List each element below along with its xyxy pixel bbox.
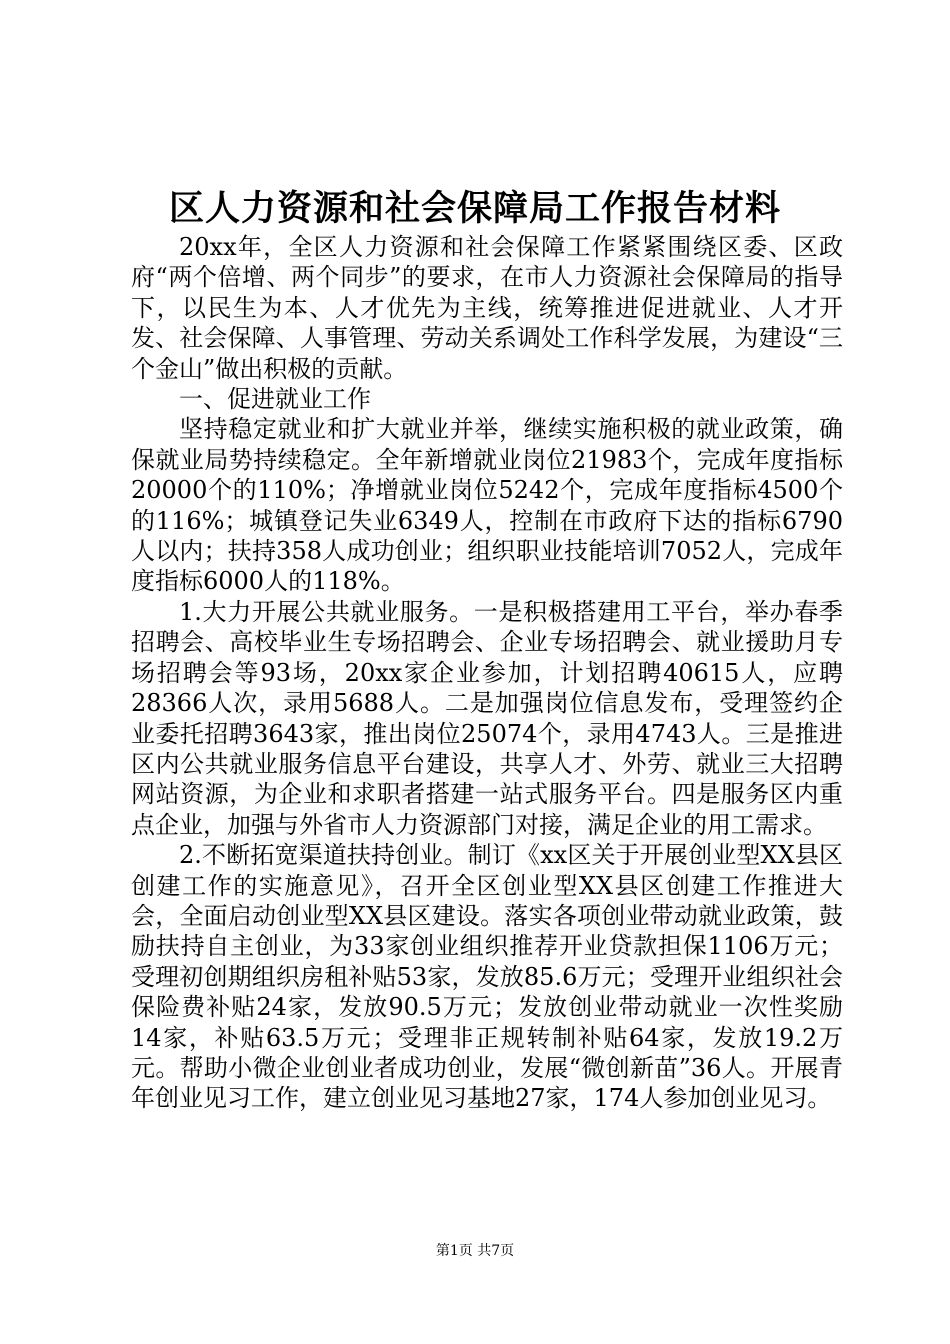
- paragraph-intro: 20xx年，全区人力资源和社会保障工作紧紧围绕区委、区政府“两个倍增、两个同步”的要求，在市人力资源社会保障局的指导下，以民生为本、人才优先为主线，统筹推进促进就业、人才开发、社会保障、人事管理、劳动关系调处工作科学发展，为建设“三个金山”做出积极的贡献。: [131, 233, 843, 383]
- document-body: [131, 232, 843, 1114]
- paragraph-employment-summary: 坚持稳定就业和扩大就业并举，继续实施积极的就业政策，确保就业局势持续稳定。全年新增就业岗位21983个，完成年度指标20000个的110%；净增就业岗位5242个，完成年度指标4500个的116%；城镇登记失业6349人，控制在市政府下达的指标6790人以内；扶持358人成功创业；组织职业技能培训7052人，完成年度指标6000人的118%。: [131, 415, 843, 596]
- paragraph-entrepreneurship-support: 2.不断拓宽渠道扶持创业。制订《xx区关于开展创业型XX县区创建工作的实施意见》，召开全区创业型XX县区创建工作推进大会，全面启动创业型XX县区建设。落实各项创业带动就业政策，鼓励扶持自主创业，为33家创业组织推荐开业贷款担保1106万元；受理初创期组织房租补贴53家，发放85.6万元；受理开业组织社会保险费补贴24家，发放90.5万元；发放创业带动就业一次性奖励14家，补贴63.5万元；受理非正规转制补贴64家，发放19.2万元。帮助小微企业创业者成功创业，发展“微创新苗”36人。开展青年创业见习工作，建立创业见习基地27家，174人参加创业见习。: [131, 841, 843, 1113]
- paragraph-public-employment-service: 1.大力开展公共就业服务。一是积极搭建用工平台，举办春季招聘会、高校毕业生专场招聘会、企业专场招聘会、就业援助月专场招聘会等93场，20xx家企业参加，计划招聘40615人，应聘28366人次，录用5688人。二是加强岗位信息发布，受理签约企业委托招聘3643家，推出岗位25074个，录用4743人。三是推进区内公共就业服务信息平台建设，共享人才、外劳、就业三大招聘网站资源，为企业和求职者搭建一站式服务平台。四是服务区内重点企业，加强与外省市人力资源部门对接，满足企业的用工需求。: [131, 597, 843, 839]
- section-heading-employment: 一、促进就业工作: [179, 385, 371, 414]
- page-number-footer: 第1页 共7页: [435, 1243, 515, 1259]
- document-title: 区人力资源和社会保障局工作报告材料: [168, 188, 781, 229]
